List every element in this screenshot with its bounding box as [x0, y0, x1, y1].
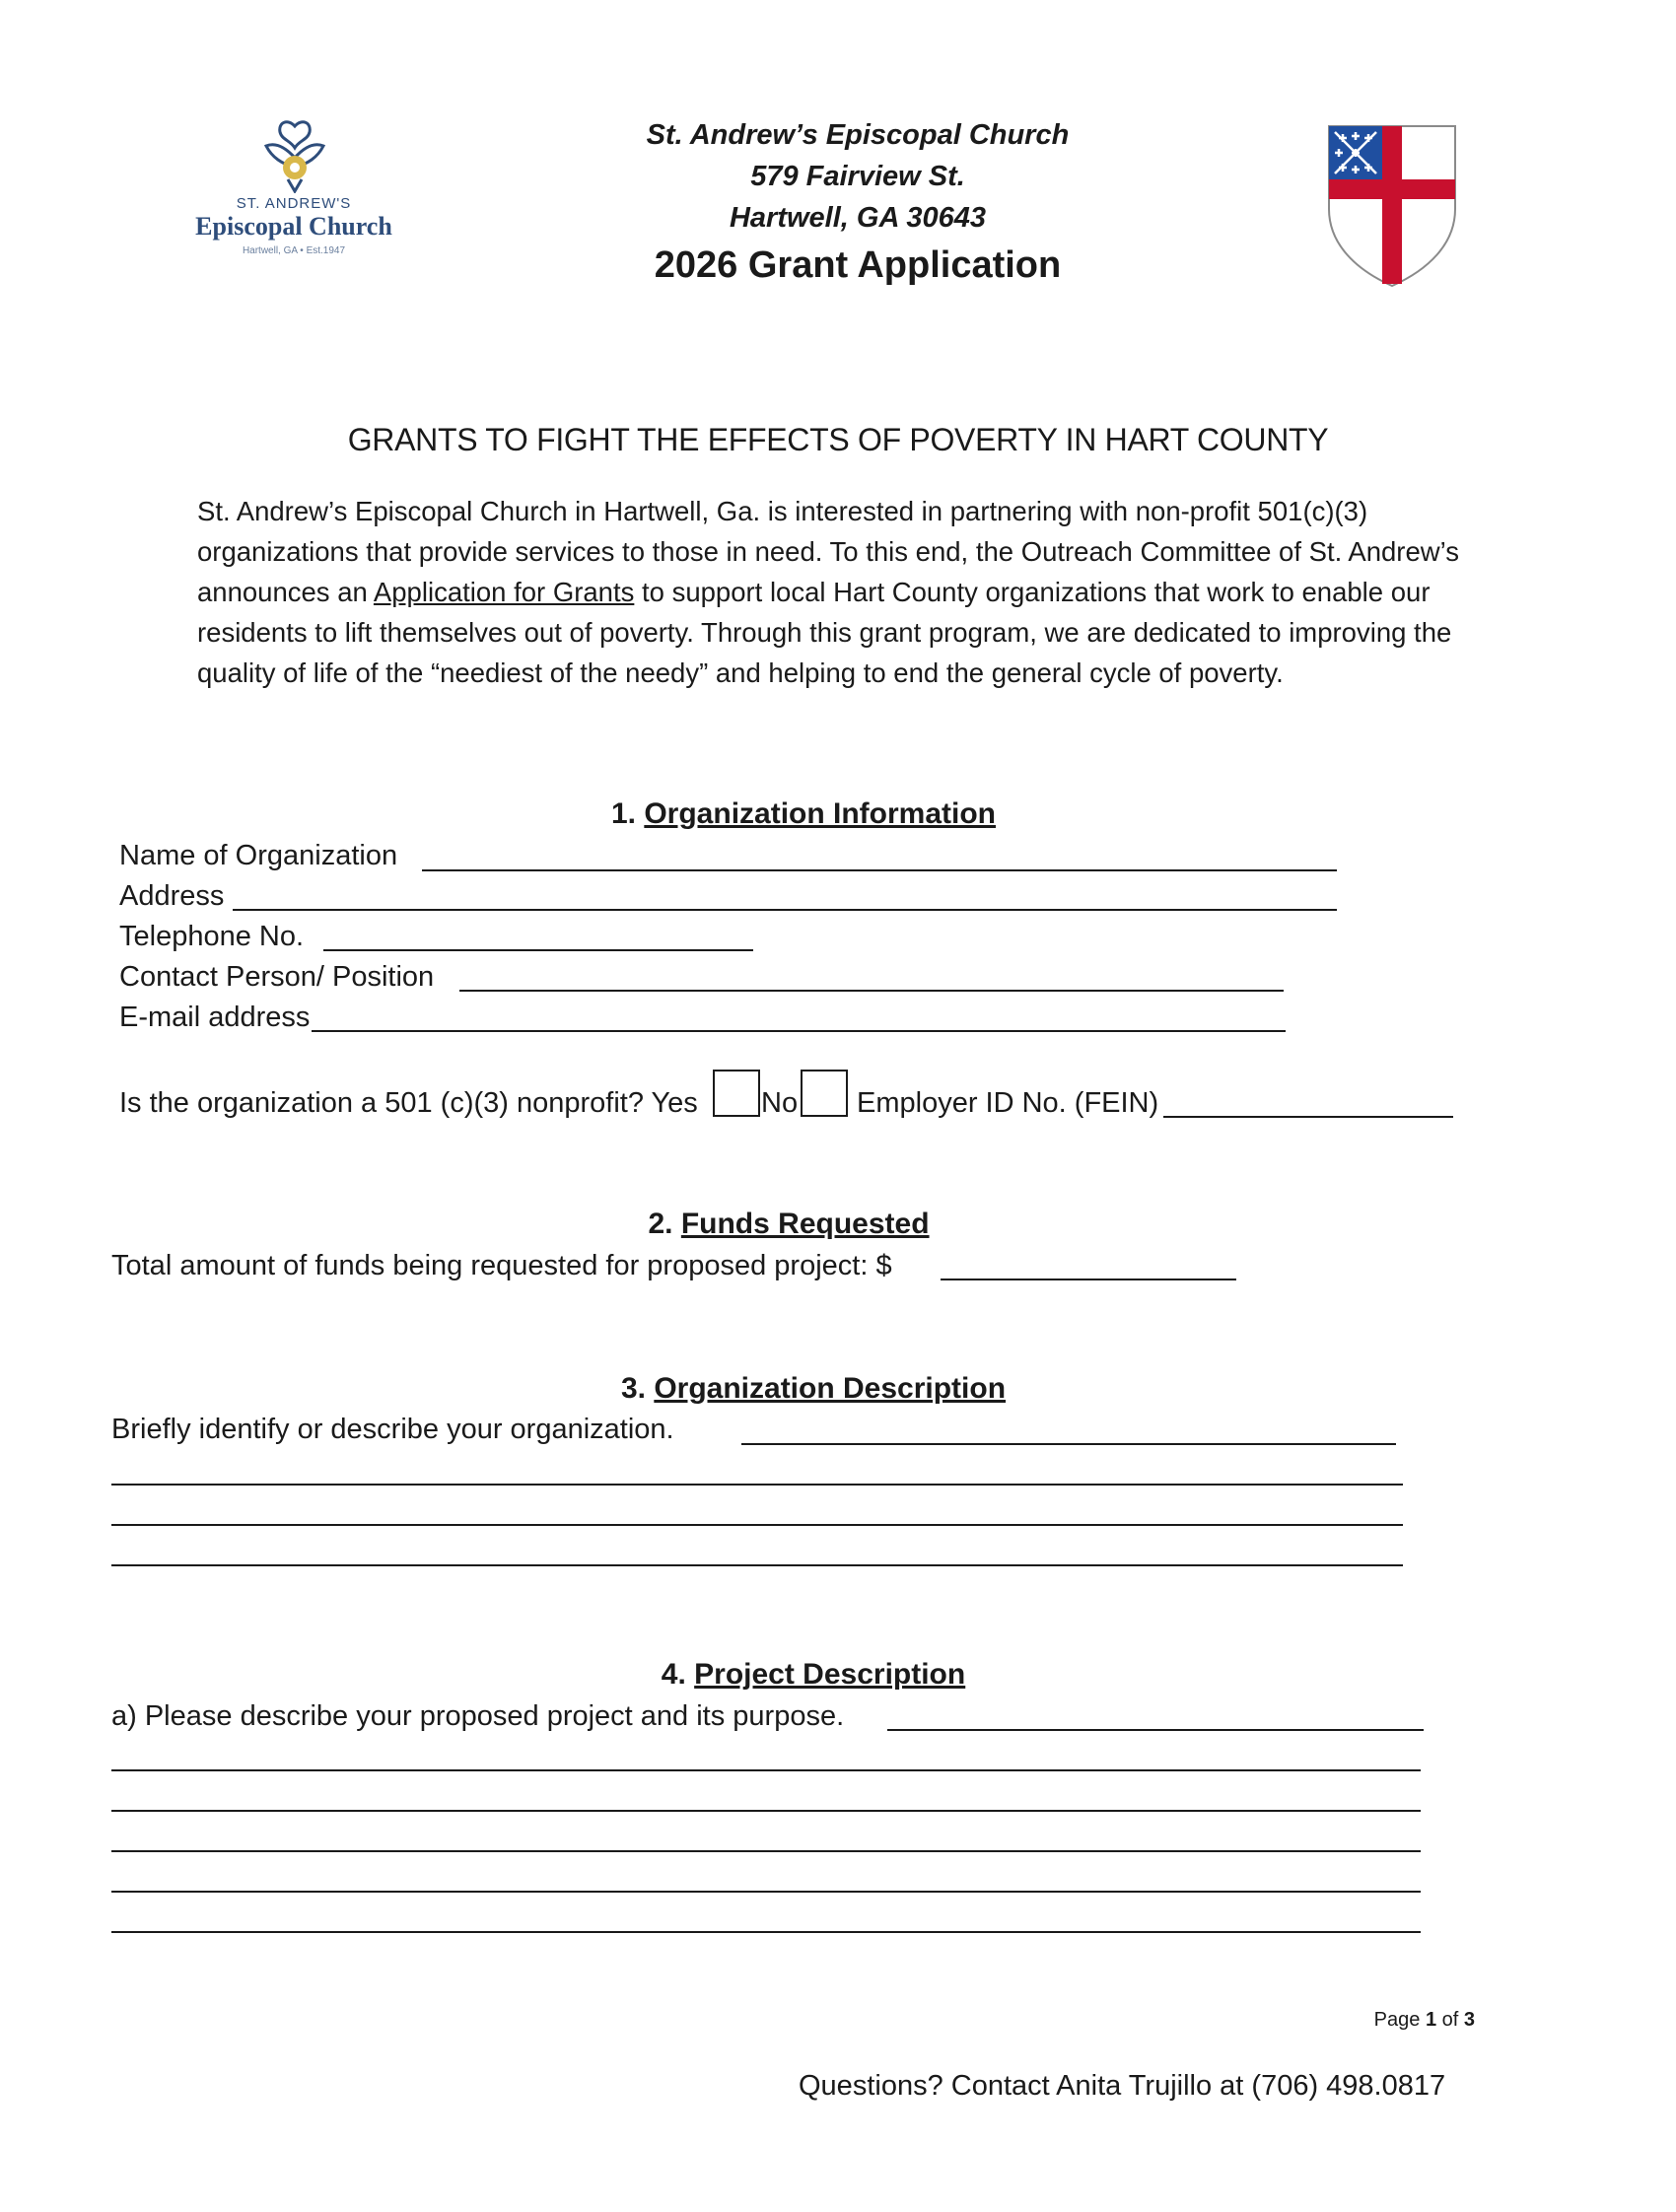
section-2-number: 2.: [648, 1208, 673, 1240]
section-3-heading: [552, 1369, 1075, 1409]
section-4-title: Project Description: [694, 1658, 966, 1691]
section-1-number: 1.: [610, 797, 636, 830]
telephone-label: Telephone No.: [119, 921, 305, 952]
email-field[interactable]: [312, 1030, 1286, 1032]
project-description-prompt: a) Please describe your proposed project and its purpose.: [111, 1700, 845, 1732]
dove-icon: [260, 118, 329, 193]
logo-line-1: ST. ANDREW'S: [236, 195, 352, 212]
intro-heading: GRANTS TO FIGHT THE EFFECTS OF POVERTY IN HART COUNTY: [347, 422, 1329, 457]
intro-text-after: to support local Hart County organizations that work to enable our residents to lift themselves out of poverty. Through this grant program, we are dedicated to improving the quality of life of the “neediest of the needy” and helping to end the general cycle of poverty.: [197, 577, 1452, 688]
org-description-line-1[interactable]: [741, 1443, 1396, 1445]
contact-footer: Questions? Contact Anita Trujillo at (706) 498.0817: [799, 2070, 1446, 2102]
section-4-heading: [552, 1655, 1075, 1694]
logo-line-3: Hartwell, GA • Est.1947: [242, 245, 346, 256]
no-label: No: [761, 1087, 799, 1119]
episcopal-shield-icon: [1325, 122, 1459, 290]
church-city: Hartwell, GA 30643: [729, 202, 987, 234]
address-field[interactable]: [233, 909, 1337, 911]
page-of: of: [1441, 2009, 1459, 2031]
yes-checkbox[interactable]: [713, 1070, 760, 1117]
section-1-heading: [592, 795, 1015, 834]
email-label: E-mail address: [119, 1002, 311, 1033]
section-3-number: 3.: [620, 1372, 646, 1405]
funds-amount-field[interactable]: [941, 1279, 1236, 1280]
intro-paragraph: [197, 491, 1479, 693]
nonprofit-question: Is the organization a 501 (c)(3) nonprofit? Yes: [119, 1087, 698, 1119]
church-name: St. Andrew’s Episcopal Church: [646, 119, 1070, 151]
funds-prompt: Total amount of funds being requested for proposed project: $: [111, 1250, 892, 1281]
telephone-field[interactable]: [323, 949, 753, 951]
section-3-title: Organization Description: [654, 1372, 1007, 1405]
project-description-line-1[interactable]: [887, 1729, 1424, 1731]
contact-person-field[interactable]: [459, 990, 1284, 992]
project-description-line-5[interactable]: [111, 1891, 1421, 1893]
church-logo: [166, 118, 422, 276]
project-description-line-4[interactable]: [111, 1850, 1421, 1852]
project-description-line-6[interactable]: [111, 1931, 1421, 1933]
org-description-prompt: Briefly identify or describe your organization.: [111, 1414, 674, 1445]
header: [552, 114, 1163, 290]
page-number: [1366, 2009, 1475, 2032]
org-description-line-3[interactable]: [111, 1524, 1403, 1526]
section-4-number: 4.: [661, 1658, 686, 1691]
section-2-title: Funds Requested: [680, 1208, 930, 1240]
application-link[interactable]: Application for Grants: [373, 577, 635, 607]
org-name-label: Name of Organization: [119, 840, 398, 871]
page-title: 2026 Grant Application: [654, 244, 1062, 286]
no-checkbox[interactable]: [801, 1070, 848, 1117]
page-prefix: Page: [1373, 2009, 1421, 2031]
project-description-line-2[interactable]: [111, 1769, 1421, 1771]
section-1-title: Organization Information: [644, 797, 997, 830]
project-description-line-3[interactable]: [111, 1810, 1421, 1812]
section-2-heading: [592, 1205, 986, 1244]
contact-person-label: Contact Person/ Position: [119, 961, 435, 993]
intro-text-before: St. Andrew’s Episcopal Church in Hartwell, Ga. is interested in partnering with non-profit 501(c)(3) organizations that provide services to those in need. To this end, the Outreach Committee of St. Andrew’s announces an: [197, 496, 1459, 607]
fein-label: Employer ID No. (FEIN): [857, 1087, 1159, 1119]
fein-field[interactable]: [1163, 1116, 1453, 1118]
org-name-field[interactable]: [422, 869, 1337, 871]
page-total: 3: [1463, 2009, 1475, 2031]
church-street: 579 Fairview St.: [750, 161, 965, 192]
logo-line-2: Episcopal Church: [195, 212, 392, 241]
address-label: Address: [119, 880, 225, 912]
page-current: 1: [1425, 2009, 1437, 2031]
org-description-line-4[interactable]: [111, 1564, 1403, 1566]
org-description-line-2[interactable]: [111, 1484, 1403, 1486]
